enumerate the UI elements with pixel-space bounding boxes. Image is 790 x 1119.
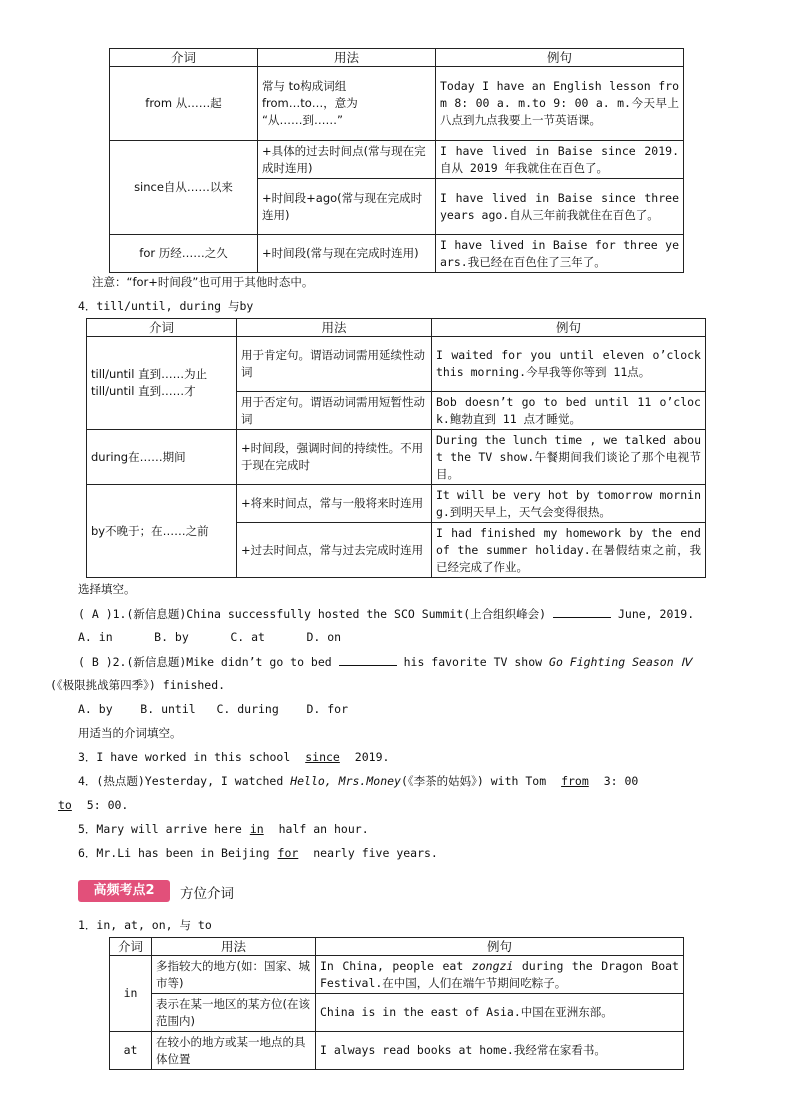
usage-cell: +时间段，强调时间的持续性。不用于现在完成时 [237,430,432,485]
usage-cell: +过去时间点，常与过去完成时连用 [237,523,432,578]
note-for-period: 注意：“for+时间段”也可用于其他时态中。 [92,275,314,289]
section-title: 方位介词 [180,886,234,902]
table-header-row [110,938,684,956]
header-prep: 介词 [110,49,258,67]
example-cell: During the lunch time , we talked about the TV show.午餐期间我们谈论了那个电视节目。 [432,430,706,485]
question-6 [78,845,438,862]
question-4-line2 [50,797,128,814]
q4-suffix2: 5: 00. [86,798,129,812]
q5-suffix: half an hour. [278,822,369,836]
question-4 [78,773,638,790]
prep-cell: for 历经……之久 [110,235,258,273]
table-row [110,235,684,273]
prep-cell: since自从……以来 [110,141,258,235]
example-cell: I always read books at home.我经常在家看书。 [316,1032,684,1070]
q5-answer: in [249,822,264,836]
q4-mid: (《李茶的姑妈》) with Tom [400,774,547,788]
usage-cell: 常与 to构成词组 from…to…，意为 “从……到……” [258,67,436,141]
table-header-row [110,49,684,67]
q4-movie-title: Hello, Mrs.Money [290,774,401,788]
table-row [110,141,684,179]
q3-answer: since [305,750,340,764]
prep-cell: till/until 直到……为止 till/until 直到……才 [87,337,237,430]
example-cell: Bob doesn’t go to bed until 11 o’clock.鲍勃直到 11 点才睡觉。 [432,392,706,430]
question-2 [78,653,691,671]
exercise-heading-fill: 用适当的介词填空。 [78,726,182,740]
table-row [110,956,684,994]
example-cell: I waited for you until eleven o’clock this morning.今早我等你等到 11点。 [432,337,706,392]
usage-cell: +将来时间点，常与一般将来时连用 [237,485,432,523]
q5-prefix: 5．Mary will arrive here [78,822,242,836]
q6-prefix: 6．Mr.Li has been in Beijing [78,846,270,860]
header-example: 例句 [432,319,706,337]
header-usage: 用法 [152,938,316,956]
table-row [87,430,706,485]
prep-cell: from 从……起 [110,67,258,141]
table-from-since-for [109,48,684,273]
q2-prefix: ( B )2.(新信息题)Mike didn’t go to bed [78,655,332,669]
header-example: 例句 [316,938,684,956]
table-row [110,994,684,1032]
section-subtitle: 1．in, at, on, 与 to [78,918,212,932]
example-cell: China is in the east of Asia.中国在亚洲东部。 [316,994,684,1032]
q3-prefix: 3．I have worked in this school [78,750,291,764]
q3-suffix: 2019. [354,750,390,764]
q1-blank [553,605,611,618]
prep-cell: during在……期间 [87,430,237,485]
usage-cell: +时间段+ago(常与现在完成时连用) [258,179,436,235]
section-till-until-during-by: 4．till/until, during 与by [78,299,254,313]
usage-cell: 表示在某一地区的某方位(在该范围内) [152,994,316,1032]
q2-blank [339,653,397,666]
table-row [87,337,706,392]
header-usage: 用法 [237,319,432,337]
table-row [110,67,684,141]
usage-cell: 用于否定句。谓语动词需用短暂性动词 [237,392,432,430]
q2-show-title: Go Fighting Season Ⅳ [549,655,692,669]
usage-cell: +时间段(常与现在完成时连用) [258,235,436,273]
prep-cell: by不晚于；在……之前 [87,485,237,578]
header-usage: 用法 [258,49,436,67]
example-cell: It will be very hot by tomorrow morning.到明天早上，天气会变得很热。 [432,485,706,523]
example-cell: I have lived in Baise for three years.我已经在百色住了三年了。 [436,235,684,273]
example-cell [316,956,684,994]
question-1 [78,605,694,623]
q6-suffix: nearly five years. [313,846,438,860]
table-row [110,1032,684,1070]
q6-answer: for [277,846,299,860]
table-header-row [87,319,706,337]
usage-cell: 用于肯定句。谓语动词需用延续性动词 [237,337,432,392]
q1-prefix: ( A )1.(新信息题)China successfully hosted the SCO Summit(上合组织峰会) [78,607,547,621]
usage-cell: 多指较大的地方(如：国家、城市等) [152,956,316,994]
header-example: 例句 [436,49,684,67]
table-row [87,485,706,523]
example-text: In China, people eat [320,958,472,973]
prep-cell: in [110,956,152,1032]
prep-cell: at [110,1032,152,1070]
q2-mid: his favorite TV show [403,655,543,669]
q1-options: A. in B. by C. at D. on [78,630,342,644]
q1-suffix: June, 2019. [617,607,695,621]
table-in-at-on-to [109,937,684,1070]
header-prep: 介词 [110,938,152,956]
q4-prefix: 4．(热点题)Yesterday, I watched [78,774,284,788]
q4-answer-to: to [58,798,72,812]
header-prep: 介词 [87,319,237,337]
usage-cell: +具体的过去时间点(常与现在完成时连用) [258,141,436,179]
example-cell: Today I have an English lesson from 8: 00 a. m.to 9: 00 a. m.今天早上八点到九点我要上一节英语课。 [436,67,684,141]
table-till-during-by [86,318,706,578]
example-cell: I have lived in Baise since 2019.自从 2019 年我就住在百色了。 [436,141,684,179]
q2-line2: (《极限挑战第四季》) finished. [50,678,226,692]
example-italic: zongzi [471,958,514,973]
usage-cell: 在较小的地方或某一地点的具体位置 [152,1032,316,1070]
q4-suffix1: 3: 00 [603,774,639,788]
question-5 [78,821,369,838]
example-text: during the Dragon Boat Festival.在中国，人们在端午节期间吃粽子。 [320,958,679,990]
section-badge: 高频考点2 [78,880,170,902]
example-cell: I had finished my homework by the end of the summer holiday.在暑假结束之前，我已经完成了作业。 [432,523,706,578]
example-cell: I have lived in Baise since three years ago.自从三年前我就住在百色了。 [436,179,684,235]
q4-answer-from: from [561,774,589,788]
q2-options: A. by B. until C. during D. for [78,702,349,716]
question-3 [78,749,389,766]
exercise-heading-choice: 选择填空。 [78,582,136,596]
